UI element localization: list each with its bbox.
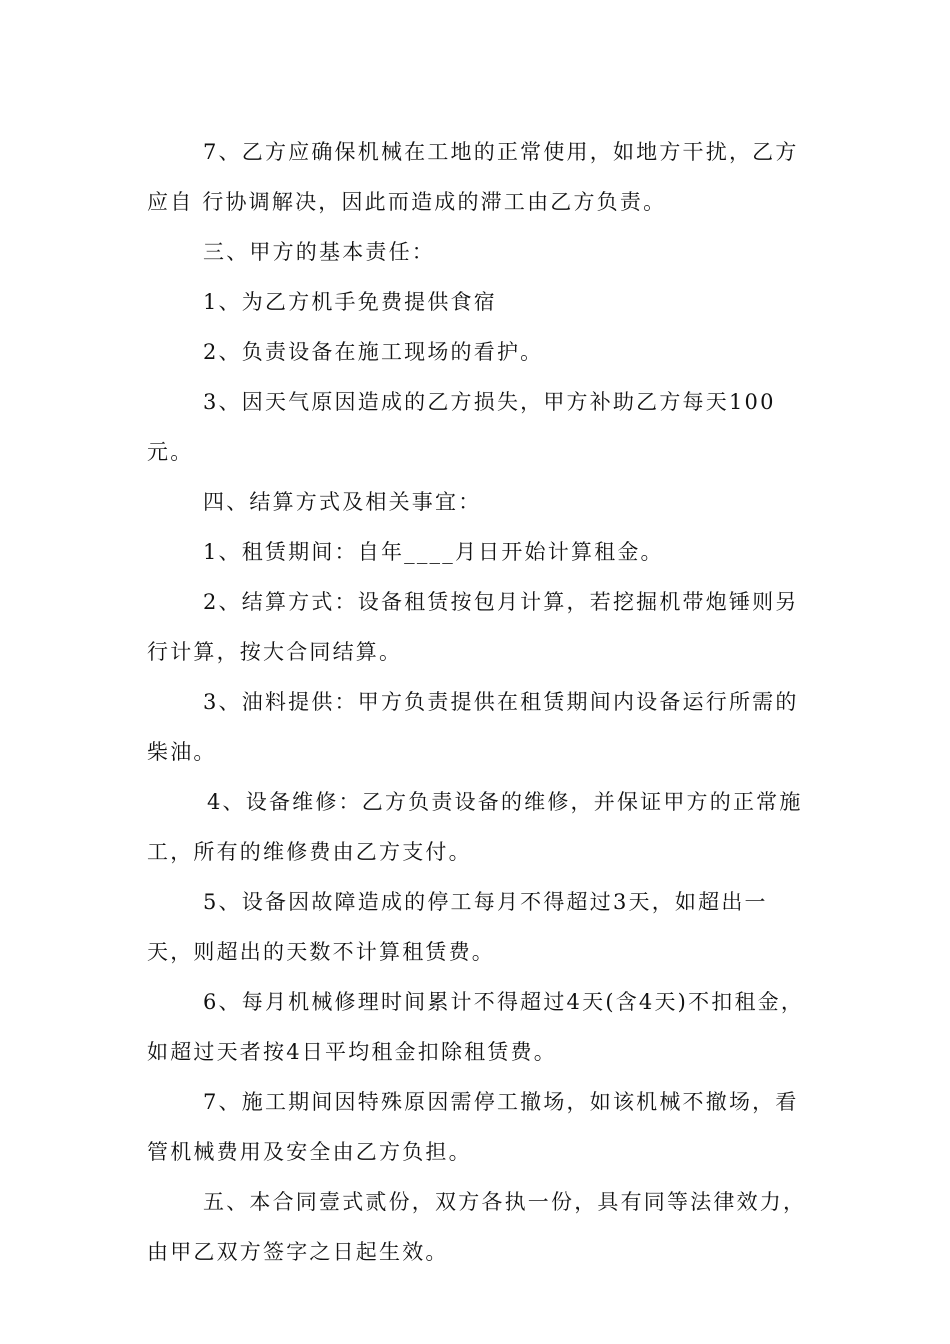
heading-settlement: 四、结算方式及相关事宜： (203, 490, 482, 514)
paragraph-machine-use: 7、乙方应确保机械在工地的正常使用，如地方干扰，乙方应自 行协调解决，因此而造成的滞工由乙方负责。 (147, 140, 799, 214)
paragraph-meals-lodging: 1、为乙方机手免费提供食宿 (203, 290, 497, 314)
paragraph-contract-copies: 五、本合同壹式贰份，双方各执一份，具有同等法律效力，由甲乙双方签字之日起生效。 (147, 1190, 807, 1264)
paragraph-equipment-guarding: 2、负责设备在施工现场的看护。 (203, 340, 544, 364)
paragraph-weather-subsidy: 3、因天气原因造成的乙方损失，甲方补助乙方每天100元。 (147, 390, 776, 464)
paragraph-lease-period: 1、租赁期间：自年____月日开始计算租金。 (203, 540, 664, 564)
paragraph-settlement-method: 2、结算方式：设备租赁按包月计算，若挖掘机带炮锤则另行计算，按大合同结算。 (147, 590, 799, 664)
paragraph-repair-time: 6、每月机械修理时间累计不得超过4天(含4天)不扣租金，如超过天者按4日平均租金扣除租赁费。 (147, 990, 805, 1064)
heading-party-a-responsibilities: 三、甲方的基本责任： (203, 240, 435, 264)
paragraph-equipment-repair: 4、设备维修：乙方负责设备的维修，并保证甲方的正常施工，所有的维修费由乙方支付。 (147, 790, 803, 864)
paragraph-site-withdrawal: 7、施工期间因特殊原因需停工撤场，如该机械不撤场，看管机械费用及安全由乙方负担。 (147, 1090, 799, 1164)
contract-text (147, 127, 807, 1277)
paragraph-downtime-limit: 5、设备因故障造成的停工每月不得超过3天，如超出一天，则超出的天数不计算租赁费。 (147, 890, 768, 964)
paragraph-fuel-supply: 3、油料提供：甲方负责提供在租赁期间内设备运行所需的柴油。 (147, 690, 799, 764)
